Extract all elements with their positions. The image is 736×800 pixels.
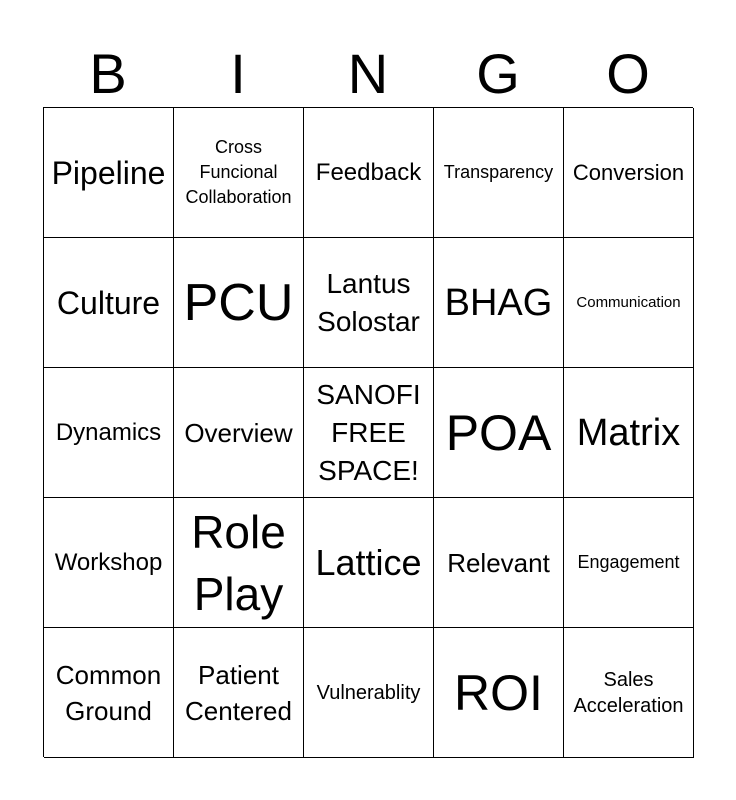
cell-text: Feedback — [315, 158, 422, 186]
bingo-cell[interactable] — [434, 498, 564, 628]
cell-text: Lattice — [315, 541, 422, 583]
cell-text: ROI — [454, 664, 543, 721]
bingo-cell[interactable] — [174, 628, 304, 758]
bingo-cell[interactable] — [304, 628, 434, 758]
bingo-cell[interactable] — [174, 368, 304, 498]
cell-text: Lantus Solostar — [317, 267, 420, 337]
cell-text: BHAG — [444, 281, 553, 324]
cell-text: POA — [445, 404, 552, 461]
cell-text: Sales Acceleration — [573, 668, 684, 717]
bingo-cell[interactable] — [44, 108, 174, 238]
cell-text: Cross Funcional Collaboration — [185, 137, 292, 207]
bingo-cell[interactable] — [174, 108, 304, 238]
header-letter-o: O — [606, 42, 650, 105]
bingo-cell[interactable] — [174, 498, 304, 628]
bingo-cell[interactable] — [564, 628, 694, 758]
bingo-header — [43, 40, 693, 108]
cell-text: Common Ground — [55, 659, 162, 726]
cell-text: Vulnerablity — [316, 681, 421, 704]
bingo-cell[interactable] — [564, 498, 694, 628]
bingo-cell[interactable] — [44, 628, 174, 758]
header-letter-g: G — [476, 42, 520, 105]
cell-text: SANOFI FREE SPACE! — [316, 378, 421, 486]
cell-text: Matrix — [576, 411, 681, 454]
cell-text: Overview — [184, 417, 293, 448]
bingo-cell[interactable] — [44, 368, 174, 498]
bingo-cell[interactable] — [44, 238, 174, 368]
cell-text: Conversion — [572, 159, 685, 185]
bingo-cell[interactable] — [434, 108, 564, 238]
bingo-cell[interactable] — [304, 498, 434, 628]
bingo-cell[interactable] — [304, 238, 434, 368]
cell-text: Communication — [576, 293, 681, 311]
cell-text: Dynamics — [55, 418, 162, 446]
cell-text: Relevant — [447, 547, 550, 578]
cell-text: Workshop — [54, 548, 163, 576]
bingo-cell[interactable] — [304, 368, 434, 498]
cell-text: Transparency — [443, 162, 554, 182]
cell-text: Engagement — [577, 552, 680, 572]
bingo-cell[interactable] — [434, 628, 564, 758]
bingo-grid — [43, 107, 693, 757]
header-letter-i: I — [230, 42, 246, 105]
bingo-cell[interactable] — [44, 498, 174, 628]
header-letter-b: B — [89, 42, 127, 105]
cell-text: Role Play — [191, 505, 286, 620]
bingo-cell[interactable] — [564, 238, 694, 368]
cell-text: PCU — [183, 273, 294, 332]
cell-text: Patient Centered — [185, 659, 292, 726]
bingo-cell[interactable] — [564, 108, 694, 238]
bingo-cell[interactable] — [304, 108, 434, 238]
bingo-cell[interactable] — [174, 238, 304, 368]
cell-text: Culture — [56, 284, 161, 321]
header-letter-n: N — [347, 42, 389, 105]
bingo-cell[interactable] — [564, 368, 694, 498]
cell-text: Pipeline — [51, 154, 166, 191]
bingo-cell[interactable] — [434, 238, 564, 368]
bingo-cell[interactable] — [434, 368, 564, 498]
